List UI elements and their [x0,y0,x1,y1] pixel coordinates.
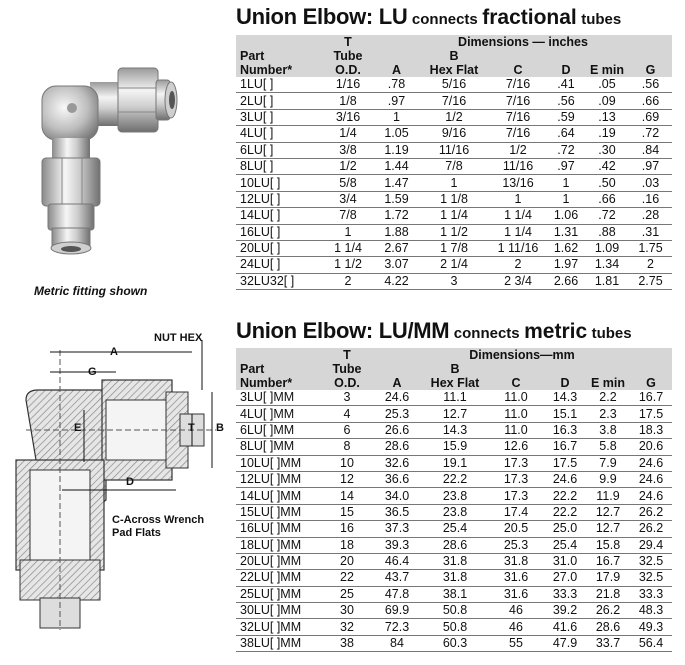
dimension-cell: 17.3 [488,471,544,487]
dim-d-label: D [126,476,134,488]
dimension-cell: 29.4 [630,537,672,553]
dimension-cell: .09 [585,93,629,109]
dimension-cell: 23.8 [422,488,488,504]
dimension-cell: 1 [322,224,374,240]
dimension-cell: 43.7 [372,570,422,586]
part-number-cell: 18LU[ ]MM [236,537,322,553]
dimension-cell: 11.1 [422,390,488,406]
dimension-cell: 1/16 [322,77,374,93]
dimension-cell: 84 [372,635,422,651]
fitting-photo [28,58,188,263]
dimension-cell: 1 1/2 [322,257,374,273]
dimension-cell: .69 [629,109,672,125]
dimension-cell: 2 3/4 [489,273,547,289]
dimension-cell: 9/16 [419,126,489,142]
dimension-cell: 47.8 [372,586,422,602]
dimension-cell: 16.7 [544,439,586,455]
dimension-cell: .72 [547,142,585,158]
dimension-cell: 7/16 [419,93,489,109]
dimension-cell: 2.67 [374,240,419,256]
dimension-cell: 24.6 [372,390,422,406]
dimension-cell: 1.44 [374,158,419,174]
part-number-cell: 14LU[ ] [236,208,322,224]
part-number-cell: 20LU[ ]MM [236,553,322,569]
table-row [236,406,672,422]
dimension-cell: 7/16 [489,126,547,142]
dimension-cell: 14.3 [422,422,488,438]
photo-caption: Metric fitting shown [34,284,148,298]
table-row [236,109,672,125]
part-number-cell: 6LU[ ] [236,142,322,158]
dimension-cell: 25.4 [422,521,488,537]
dimension-cell: 3 [419,273,489,289]
dimension-cell: 1/2 [322,158,374,174]
table-row [236,504,672,520]
part-number-cell: 20LU[ ] [236,240,322,256]
dimension-cell: .64 [547,126,585,142]
dimension-cell: 1.09 [585,240,629,256]
lu-section-title: Union Elbow: LU connects fractional tubes [236,4,622,29]
table-row [236,537,672,553]
dimension-cell: 11/16 [419,142,489,158]
dimension-cell: 12.6 [488,439,544,455]
dimension-cell: 26.2 [586,603,630,619]
dimension-cell: 3 [322,390,372,406]
dimension-cell: 1 [547,191,585,207]
lu-dimensions-table: T Dimensions — inches Part Tube B Number* O.D. A Hex Flat C D E min G 1LU[ ] 1/16 .78 5/16 7/16 .41 .05 .56 2LU[ ] 1/8 .97 7/16 7/16 .56 .09 .66 3LU[ ] 3/16 1 1/2 7/16 .59 .13 .69 4LU[ ] 1/4 1.05 9/16 7/16 .64 .19 .72 6LU[ ] 3/8 1.19 11/16 1/2 .72 .30 .84 8LU[ ] 1/2 1.44 7/8 11/16 .97 .42 .97 10LU[ ] 5/8 1.47 1 13/16 1 .50 .03 12LU[ ] 3/4 1.59 1 1/8 1 1 .66 .16 14LU[ ] 7/8 1.72 1 1/4 1 1/4 1.06 .72 .28 16LU[ ] 1 1.88 1 1/2 1 1/4 1.31 .88 .31 20LU[ ] 1 1/4 2.67 1 7/8 1 11/16 1.62 1.09 1.75 24LU[ ] 1 1/2 3.07 2 1/4 2 1.97 1.34 2 32LU32[ ] 2 4.22 3 2 3/4 2.66 1.81 2.75 [236,35,672,290]
part-number-cell: 12LU[ ] [236,191,322,207]
dimension-cell: 7.9 [586,455,630,471]
dimension-cell: .97 [547,158,585,174]
dimension-cell: 33.3 [544,586,586,602]
dimension-cell: 1 1/4 [489,224,547,240]
dimension-cell: 7/16 [489,109,547,125]
dimension-cell: 1.31 [547,224,585,240]
dimension-cell: 20.5 [488,521,544,537]
dimension-cell: 4 [322,406,372,422]
dimension-cell: 17.5 [544,455,586,471]
dimension-cell: 1 7/8 [419,240,489,256]
dim-t-label: T [188,422,195,434]
part-number-cell: 12LU[ ]MM [236,471,322,487]
dimension-cell: 22.2 [544,504,586,520]
dimension-cell: 12.7 [586,521,630,537]
dimension-cell: 1.72 [374,208,419,224]
dimension-cell: 37.3 [372,521,422,537]
dimension-cell: 15.9 [422,439,488,455]
dimension-cell: 28.6 [586,619,630,635]
table-row [236,158,672,174]
dimension-cell: 1.19 [374,142,419,158]
part-number-cell: 32LU32[ ] [236,273,322,289]
dimension-cell: 31.6 [488,570,544,586]
dimension-cell: 17.5 [630,406,672,422]
dimension-cell: 24.6 [630,455,672,471]
dimension-cell: 25.0 [544,521,586,537]
dimension-cell: 33.3 [630,586,672,602]
table-row [236,77,672,93]
table-row [236,191,672,207]
dimension-cell: 13/16 [489,175,547,191]
dimension-cell: 2.3 [586,406,630,422]
dimension-cell: 69.9 [372,603,422,619]
table-row [236,455,672,471]
dimension-cell: 7/16 [489,93,547,109]
table-row [236,586,672,602]
dimension-cell: .84 [629,142,672,158]
part-number-cell: 8LU[ ]MM [236,439,322,455]
dimension-cell: 5.8 [586,439,630,455]
table-row [236,553,672,569]
dimension-cell: 2.66 [547,273,585,289]
table-row [236,390,672,406]
part-number-cell: 4LU[ ]MM [236,406,322,422]
dimension-cell: 15.1 [544,406,586,422]
dimension-cell: 31.8 [488,553,544,569]
dimension-cell: 38.1 [422,586,488,602]
part-number-cell: 6LU[ ]MM [236,422,322,438]
dimension-cell: 27.0 [544,570,586,586]
dimension-cell: 36.6 [372,471,422,487]
dimension-cell: 16 [322,521,372,537]
dimension-cell: 3/8 [322,142,374,158]
dimension-cell: 31.6 [488,586,544,602]
dimension-cell: 12.7 [586,504,630,520]
table-row [236,257,672,273]
part-number-cell: 16LU[ ]MM [236,521,322,537]
dimension-cell: 1.97 [547,257,585,273]
dimension-cell: 11.0 [488,422,544,438]
dimension-cell: 11/16 [489,158,547,174]
dimension-cell: 33.7 [586,635,630,651]
dimension-cell: 1 1/4 [419,208,489,224]
dimension-cell: 16.7 [586,553,630,569]
dimension-cell: 16.7 [630,390,672,406]
dimension-cell: 17.9 [586,570,630,586]
dimension-cell: .28 [629,208,672,224]
lu-table-body [236,77,672,290]
dimension-cell: 11.0 [488,390,544,406]
table-row [236,471,672,487]
part-number-cell: 1LU[ ] [236,77,322,93]
dimension-cell: 55 [488,635,544,651]
dimension-cell: 30 [322,603,372,619]
dimension-cell: 25 [322,586,372,602]
dimension-cell: 24.6 [544,471,586,487]
table-row [236,635,672,651]
part-number-cell: 15LU[ ]MM [236,504,322,520]
dimension-cell: 21.8 [586,586,630,602]
dimension-cell: .56 [547,93,585,109]
dimension-cell: 22.2 [422,471,488,487]
dimension-cell: 47.9 [544,635,586,651]
dimension-cell: 12 [322,471,372,487]
dimension-cell: 20.6 [630,439,672,455]
dimension-cell: .41 [547,77,585,93]
part-number-cell: 14LU[ ]MM [236,488,322,504]
dimension-cell: 11.0 [488,406,544,422]
dimension-cell: .59 [547,109,585,125]
table-row [236,208,672,224]
part-number-cell: 22LU[ ]MM [236,570,322,586]
table-row [236,142,672,158]
cross-section-drawing [6,330,230,660]
dimension-cell: .97 [374,93,419,109]
lumm-dimensions-table: T Dimensions—mm Part Tube B Number* O.D. A Hex Flat C D E min G 3LU[ ]MM 3 24.6 11.1 11.0 14.3 2.2 16.7 4LU[ ]MM 4 25.3 12.7 11.0 15.1 2.3 17.5 6LU[ ]MM 6 26.6 14.3 11.0 16.3 3.8 18.3 8LU[ ]MM 8 28.6 15.9 12.6 16.7 5.8 20.6 10LU[ ]MM 10 32.6 19.1 17.3 17.5 7.9 24.6 12LU[ ]MM 12 36.6 22.2 17.3 24.6 9.9 24.6 14LU[ ]MM 14 34.0 23.8 17.3 22.2 11.9 24.6 15LU[ ]MM 15 36.5 23.8 17.4 22.2 12.7 26.2 16LU[ ]MM 16 37.3 25.4 20.5 25.0 12.7 26.2 18LU[ ]MM 18 39.3 28.6 25.3 25.4 15.8 29.4 20LU[ ]MM 20 46.4 31.8 31.8 31.0 16.7 32.5 22LU[ ]MM 22 43.7 31.8 31.6 27.0 17.9 32.5 25LU[ ]MM 25 47.8 38.1 31.6 33.3 21.8 33.3 30LU[ ]MM 30 69.9 50.8 46 39.2 26.2 48.3 32LU[ ]MM 32 72.3 50.8 46 41.6 28.6 49.3 38LU[ ]MM 38 84 60.3 55 47.9 33.7 56.4 [236,348,672,652]
dimension-cell: 2 1/4 [419,257,489,273]
dimension-cell: 25.4 [544,537,586,553]
dimension-cell: 1/2 [419,109,489,125]
dimension-cell: 20 [322,553,372,569]
dimension-cell: 31.8 [422,570,488,586]
dimension-cell: .13 [585,109,629,125]
dimension-cell: .50 [585,175,629,191]
dimension-cell: 15.8 [586,537,630,553]
dimension-cell: 24.6 [630,471,672,487]
dim-a-label: A [110,346,118,358]
dimension-cell: 1.88 [374,224,419,240]
dimension-cell: 18 [322,537,372,553]
dimension-cell: 1 [419,175,489,191]
dimension-cell: 1.62 [547,240,585,256]
dimension-cell: 38 [322,635,372,651]
part-number-cell: 38LU[ ]MM [236,635,322,651]
dimension-cell: .72 [629,126,672,142]
dimension-cell: 25.3 [488,537,544,553]
dimension-cell: 36.5 [372,504,422,520]
table-row [236,488,672,504]
dimension-cell: 1.75 [629,240,672,256]
lumm-section-title: Union Elbow: LU/MM connects metric tubes [236,318,632,343]
table-row [236,603,672,619]
dimension-cell: .88 [585,224,629,240]
dimension-cell: 1 11/16 [489,240,547,256]
dimension-cell: 2.2 [586,390,630,406]
dimension-cell: 7/8 [322,208,374,224]
dimension-cell: 3/16 [322,109,374,125]
dimension-cell: 2.75 [629,273,672,289]
dimension-cell: 1.06 [547,208,585,224]
part-number-cell: 32LU[ ]MM [236,619,322,635]
lumm-table-body [236,390,672,652]
part-number-cell: 3LU[ ]MM [236,390,322,406]
dimension-cell: 14.3 [544,390,586,406]
dimension-cell: 24.6 [630,488,672,504]
dimension-cell: 14 [322,488,372,504]
dimension-cell: 1/4 [322,126,374,142]
dimension-cell: 5/16 [419,77,489,93]
part-number-cell: 25LU[ ]MM [236,586,322,602]
dimension-cell: .30 [585,142,629,158]
dimension-cell: .97 [629,158,672,174]
dimension-cell: .72 [585,208,629,224]
dimension-cell: 18.3 [630,422,672,438]
dimension-cell: 3/4 [322,191,374,207]
dimension-cell: 34.0 [372,488,422,504]
dimension-cell: 1 [374,109,419,125]
nut-hex-label: NUT HEX [154,332,203,344]
dimension-cell: 17.4 [488,504,544,520]
dimension-cell: 48.3 [630,603,672,619]
dimension-cell: 28.6 [372,439,422,455]
dimension-cell: 72.3 [372,619,422,635]
dimension-cell: 1.34 [585,257,629,273]
wrench-flats-label: C-Across Wrench Pad Flats [112,514,205,539]
dimension-cell: 2 [629,257,672,273]
dimension-cell: .19 [585,126,629,142]
dimension-cell: 7/8 [419,158,489,174]
table-row [236,439,672,455]
dimension-cell: 1/2 [489,142,547,158]
dimension-cell: 2 [322,273,374,289]
dimension-cell: 1.59 [374,191,419,207]
dimension-cell: 32.5 [630,553,672,569]
table-row [236,175,672,191]
dimension-cell: 1/8 [322,93,374,109]
dimension-cell: 56.4 [630,635,672,651]
dimension-cell: 19.1 [422,455,488,471]
dimension-cell: 8 [322,439,372,455]
dimension-cell: 46 [488,603,544,619]
table-row [236,422,672,438]
dimension-cell: 11.9 [586,488,630,504]
part-number-cell: 24LU[ ] [236,257,322,273]
dimension-cell: 25.3 [372,406,422,422]
dimension-cell: 10 [322,455,372,471]
table-row [236,521,672,537]
dimension-cell: .78 [374,77,419,93]
dimension-cell: 4.22 [374,273,419,289]
dimension-cell: 15 [322,504,372,520]
dimension-cell: 26.6 [372,422,422,438]
dimension-cell: 2 [489,257,547,273]
dimension-cell: 17.3 [488,455,544,471]
dimension-cell: 12.7 [422,406,488,422]
table-row [236,570,672,586]
dimension-cell: 1.05 [374,126,419,142]
table-row [236,240,672,256]
part-number-cell: 10LU[ ]MM [236,455,322,471]
dimension-cell: 17.3 [488,488,544,504]
dimension-cell: .03 [629,175,672,191]
dimension-cell: .66 [585,191,629,207]
dimension-cell: 1 1/4 [489,208,547,224]
dimension-cell: .42 [585,158,629,174]
dimension-cell: 5/8 [322,175,374,191]
dimension-cell: 26.2 [630,504,672,520]
table-row [236,273,672,289]
part-number-cell: 30LU[ ]MM [236,603,322,619]
dimension-cell: .05 [585,77,629,93]
table-row [236,619,672,635]
dimension-cell: 9.9 [586,471,630,487]
dimension-cell: 39.3 [372,537,422,553]
dimension-cell: 39.2 [544,603,586,619]
table-row [236,93,672,109]
dimension-cell: 49.3 [630,619,672,635]
dim-b-label: B [216,422,224,434]
dimension-cell: .56 [629,77,672,93]
table-row [236,126,672,142]
dimension-cell: 1 1/8 [419,191,489,207]
dimension-cell: 3.8 [586,422,630,438]
dimension-cell: 1 [489,191,547,207]
dimension-cell: 22.2 [544,488,586,504]
elbow-section-svg [6,330,230,660]
dimension-cell: .31 [629,224,672,240]
table-row [236,224,672,240]
dimension-cell: 32.5 [630,570,672,586]
dimension-cell: 32.6 [372,455,422,471]
dimension-cell: 31.8 [422,553,488,569]
part-number-cell: 2LU[ ] [236,93,322,109]
dimension-cell: 7/16 [489,77,547,93]
dim-g-label: G [88,366,97,378]
dimension-cell: 50.8 [422,619,488,635]
dimension-cell: 22 [322,570,372,586]
part-number-cell: 16LU[ ] [236,224,322,240]
dimension-cell: 23.8 [422,504,488,520]
part-number-cell: 10LU[ ] [236,175,322,191]
dim-e-label: E [74,422,82,434]
dimension-cell: .16 [629,191,672,207]
dimension-cell: .66 [629,93,672,109]
dimension-cell: 1 1/2 [419,224,489,240]
dimension-cell: 46 [488,619,544,635]
dimension-cell: 28.6 [422,537,488,553]
dimension-cell: 50.8 [422,603,488,619]
dimension-cell: 6 [322,422,372,438]
dimension-cell: 1 1/4 [322,240,374,256]
dimension-cell: 26.2 [630,521,672,537]
dimension-cell: 1.47 [374,175,419,191]
dimension-cell: 60.3 [422,635,488,651]
dimension-cell: 46.4 [372,553,422,569]
dimension-cell: 31.0 [544,553,586,569]
dimension-cell: 41.6 [544,619,586,635]
dimension-cell: 32 [322,619,372,635]
dimension-cell: 16.3 [544,422,586,438]
dimension-cell: 1.81 [585,273,629,289]
part-number-cell: 4LU[ ] [236,126,322,142]
dimension-cell: 3.07 [374,257,419,273]
part-number-cell: 3LU[ ] [236,109,322,125]
dimension-cell: 1 [547,175,585,191]
part-number-cell: 8LU[ ] [236,158,322,174]
